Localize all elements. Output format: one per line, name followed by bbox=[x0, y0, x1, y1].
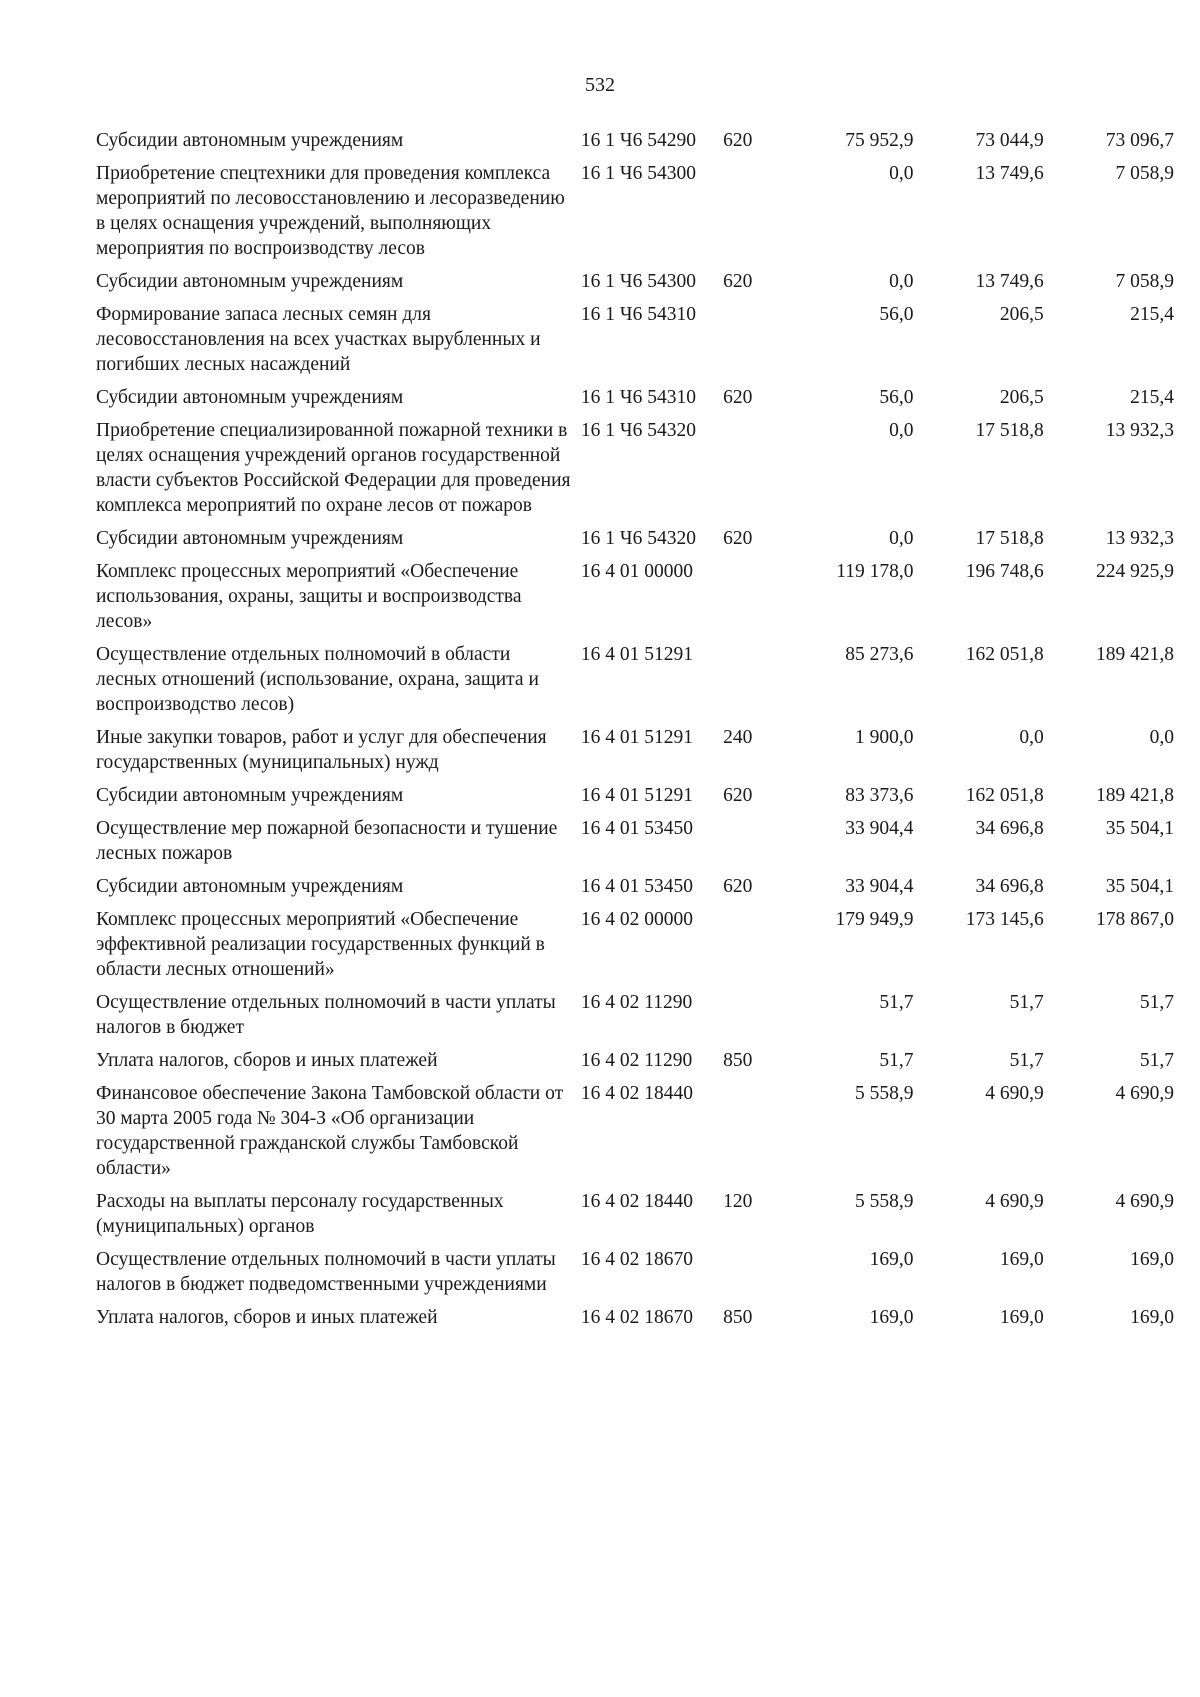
row-code: 16 1 Ч6 54290 bbox=[580, 130, 696, 151]
row-value-year-3: 178 867,0 bbox=[1096, 909, 1174, 930]
row-value-year-3: 0,0 bbox=[1149, 727, 1174, 748]
row-code: 16 4 02 18440 bbox=[580, 1083, 694, 1104]
row-value-year-1: 33 904,4 bbox=[845, 818, 914, 839]
table-row bbox=[96, 1081, 1174, 1189]
row-code: 16 4 01 00000 bbox=[580, 561, 694, 582]
row-value-year-1: 0,0 bbox=[889, 420, 914, 441]
row-value-year-1: 119 178,0 bbox=[836, 561, 914, 582]
row-value-year-1: 169,0 bbox=[869, 1307, 914, 1328]
row-expense-type: 120 bbox=[723, 1191, 753, 1212]
row-value-year-1: 5 558,9 bbox=[854, 1083, 914, 1104]
row-value-year-2: 169,0 bbox=[999, 1249, 1044, 1270]
row-value-year-1: 83 373,6 bbox=[845, 785, 914, 806]
row-value-year-3: 7 058,9 bbox=[1115, 163, 1174, 184]
row-expense-type: 240 bbox=[723, 727, 753, 748]
row-name: Комплекс процессных мероприятий «Обеспечение эффективной реализации государственных функций в области лесных отношений» bbox=[96, 909, 545, 980]
row-value-year-2: 4 690,9 bbox=[985, 1083, 1044, 1104]
table-row bbox=[96, 725, 1174, 783]
row-value-year-2: 73 044,9 bbox=[975, 130, 1044, 151]
row-value-year-1: 51,7 bbox=[879, 1050, 914, 1071]
table-row bbox=[96, 269, 1174, 302]
budget-table bbox=[96, 128, 1174, 1338]
row-expense-type bbox=[723, 990, 783, 1048]
row-value-year-3: 169,0 bbox=[1130, 1249, 1174, 1270]
row-value-year-3: 215,4 bbox=[1130, 304, 1174, 325]
row-value-year-1: 5 558,9 bbox=[854, 1191, 914, 1212]
row-value-year-3: 51,7 bbox=[1139, 1050, 1174, 1071]
table-row bbox=[96, 907, 1174, 990]
row-name: Уплата налогов, сборов и иных платежей bbox=[96, 1050, 438, 1071]
row-expense-type: 850 bbox=[723, 1050, 753, 1071]
table-row bbox=[96, 1247, 1174, 1305]
row-value-year-1: 0,0 bbox=[889, 528, 914, 549]
row-expense-type bbox=[723, 816, 783, 874]
row-value-year-2: 17 518,8 bbox=[975, 528, 1044, 549]
row-value-year-2: 17 518,8 bbox=[975, 420, 1044, 441]
row-value-year-1: 75 952,9 bbox=[845, 130, 914, 151]
row-value-year-3: 51,7 bbox=[1139, 992, 1174, 1013]
row-name: Осуществление отдельных полномочий в части уплаты налогов в бюджет подведомственными учреждениями bbox=[96, 1249, 556, 1295]
row-value-year-1: 51,7 bbox=[879, 992, 914, 1013]
row-value-year-3: 215,4 bbox=[1130, 387, 1174, 408]
table-row bbox=[96, 161, 1174, 269]
row-value-year-2: 206,5 bbox=[999, 304, 1044, 325]
row-value-year-1: 179 949,9 bbox=[835, 909, 914, 930]
row-value-year-2: 162 051,8 bbox=[965, 785, 1044, 806]
row-value-year-3: 4 690,9 bbox=[1115, 1191, 1174, 1212]
row-value-year-1: 0,0 bbox=[889, 163, 914, 184]
row-code: 16 4 01 53450 bbox=[580, 818, 694, 839]
row-value-year-1: 33 904,4 bbox=[845, 876, 914, 897]
row-expense-type: 850 bbox=[723, 1307, 753, 1328]
row-code: 16 1 Ч6 54320 bbox=[580, 420, 696, 441]
table-row bbox=[96, 559, 1174, 642]
row-expense-type bbox=[723, 302, 783, 385]
row-code: 16 4 02 11290 bbox=[580, 1050, 693, 1071]
table-row bbox=[96, 816, 1174, 874]
row-value-year-2: 173 145,6 bbox=[965, 909, 1044, 930]
row-value-year-3: 13 932,3 bbox=[1105, 528, 1174, 549]
table-row bbox=[96, 128, 1174, 161]
row-name: Осуществление отдельных полномочий в части уплаты налогов в бюджет bbox=[96, 992, 556, 1038]
row-code: 16 1 Ч6 54310 bbox=[580, 387, 696, 408]
row-value-year-3: 189 421,8 bbox=[1096, 785, 1174, 806]
row-value-year-2: 34 696,8 bbox=[975, 876, 1044, 897]
row-code: 16 1 Ч6 54310 bbox=[580, 304, 696, 325]
page-number: 532 bbox=[585, 74, 615, 96]
row-expense-type: 620 bbox=[723, 876, 753, 897]
row-expense-type: 620 bbox=[723, 130, 753, 151]
row-name: Субсидии автономным учреждениям bbox=[96, 876, 404, 897]
row-code: 16 1 Ч6 54300 bbox=[580, 163, 696, 184]
table-row bbox=[96, 1189, 1174, 1247]
table-row bbox=[96, 1305, 1174, 1338]
row-value-year-1: 85 273,6 bbox=[845, 644, 914, 665]
row-code: 16 1 Ч6 54300 bbox=[580, 271, 696, 292]
row-name: Осуществление мер пожарной безопасности и тушение лесных пожаров bbox=[96, 818, 558, 864]
row-value-year-2: 206,5 bbox=[999, 387, 1044, 408]
row-value-year-3: 224 925,9 bbox=[1096, 561, 1174, 582]
row-expense-type: 620 bbox=[723, 387, 753, 408]
row-name: Субсидии автономным учреждениям bbox=[96, 387, 404, 408]
row-name: Субсидии автономным учреждениям bbox=[96, 528, 404, 549]
table-row bbox=[96, 302, 1174, 385]
row-code: 16 4 02 18440 bbox=[580, 1191, 694, 1212]
row-name: Формирование запаса лесных семян для лесовосстановления на всех участках вырубленных и погибших лесных насаждений bbox=[96, 304, 541, 375]
table-row bbox=[96, 385, 1174, 418]
table-body bbox=[96, 128, 1174, 1338]
row-value-year-2: 196 748,6 bbox=[965, 561, 1044, 582]
row-value-year-2: 51,7 bbox=[1009, 1050, 1044, 1071]
row-code: 16 4 01 51291 bbox=[580, 727, 694, 748]
row-expense-type bbox=[723, 161, 783, 269]
row-expense-type bbox=[723, 1081, 783, 1189]
row-value-year-2: 162 051,8 bbox=[965, 644, 1044, 665]
row-name: Уплата налогов, сборов и иных платежей bbox=[96, 1307, 438, 1328]
row-name: Иные закупки товаров, работ и услуг для обеспечения государственных (муниципальных) нужд bbox=[96, 727, 547, 773]
row-expense-type: 620 bbox=[723, 528, 753, 549]
row-name: Субсидии автономным учреждениям bbox=[96, 130, 404, 151]
row-value-year-3: 7 058,9 bbox=[1115, 271, 1174, 292]
row-code: 16 4 01 53450 bbox=[580, 876, 694, 897]
row-code: 16 4 01 51291 bbox=[580, 644, 694, 665]
row-value-year-2: 169,0 bbox=[999, 1307, 1044, 1328]
row-value-year-3: 189 421,8 bbox=[1096, 644, 1174, 665]
row-value-year-1: 56,0 bbox=[879, 387, 914, 408]
row-expense-type bbox=[723, 907, 783, 990]
row-name: Субсидии автономным учреждениям bbox=[96, 785, 404, 806]
row-value-year-1: 56,0 bbox=[879, 304, 914, 325]
table-row bbox=[96, 874, 1174, 907]
row-value-year-2: 4 690,9 bbox=[985, 1191, 1044, 1212]
row-expense-type: 620 bbox=[723, 271, 753, 292]
row-code: 16 4 01 51291 bbox=[580, 785, 694, 806]
row-expense-type bbox=[723, 1247, 783, 1305]
row-value-year-1: 0,0 bbox=[889, 271, 914, 292]
table-row bbox=[96, 418, 1174, 526]
row-name: Расходы на выплаты персоналу государственных (муниципальных) органов bbox=[96, 1191, 504, 1237]
row-expense-type bbox=[723, 559, 783, 642]
row-name: Субсидии автономным учреждениям bbox=[96, 271, 404, 292]
row-code: 16 4 02 18670 bbox=[580, 1249, 694, 1270]
row-name: Комплекс процессных мероприятий «Обеспечение использования, охраны, защиты и воспроизводства лесов» bbox=[96, 561, 522, 632]
row-value-year-2: 34 696,8 bbox=[975, 818, 1044, 839]
row-value-year-2: 13 749,6 bbox=[975, 163, 1044, 184]
row-name: Приобретение спецтехники для проведения комплекса мероприятий по лесовосстановлению и лесоразведению в целях оснащения учреждений, выполняющих мероприятия по воспроизводству лесов bbox=[96, 163, 565, 259]
row-value-year-3: 35 504,1 bbox=[1105, 818, 1174, 839]
row-expense-type bbox=[723, 418, 783, 526]
row-code: 16 4 02 18670 bbox=[580, 1307, 694, 1328]
row-value-year-3: 4 690,9 bbox=[1115, 1083, 1174, 1104]
table-row bbox=[96, 1048, 1174, 1081]
row-name: Финансовое обеспечение Закона Тамбовской области от 30 марта 2005 года № 304-З «Об организации государственной гражданской службы Тамбовской области» bbox=[96, 1083, 564, 1179]
table-row bbox=[96, 642, 1174, 725]
table-row bbox=[96, 990, 1174, 1048]
row-value-year-2: 13 749,6 bbox=[975, 271, 1044, 292]
row-code: 16 4 02 00000 bbox=[580, 909, 694, 930]
row-expense-type bbox=[723, 642, 783, 725]
table-row bbox=[96, 783, 1174, 816]
row-value-year-1: 1 900,0 bbox=[854, 727, 914, 748]
row-name: Осуществление отдельных полномочий в области лесных отношений (использование, охрана, защита и воспроизводство лесов) bbox=[96, 644, 539, 715]
row-name: Приобретение специализированной пожарной техники в целях оснащения учреждений органов государственной власти субъектов Российской Федерации для проведения комплекса мероприятий по охране лесов от пожаров bbox=[96, 420, 571, 516]
row-value-year-3: 13 932,3 bbox=[1105, 420, 1174, 441]
row-value-year-2: 0,0 bbox=[1019, 727, 1044, 748]
row-value-year-3: 73 096,7 bbox=[1105, 130, 1174, 151]
row-code: 16 4 02 11290 bbox=[580, 992, 693, 1013]
row-expense-type: 620 bbox=[723, 785, 753, 806]
row-code: 16 1 Ч6 54320 bbox=[580, 528, 696, 549]
row-value-year-2: 51,7 bbox=[1009, 992, 1044, 1013]
row-value-year-1: 169,0 bbox=[869, 1249, 914, 1270]
row-value-year-3: 35 504,1 bbox=[1105, 876, 1174, 897]
row-value-year-3: 169,0 bbox=[1130, 1307, 1174, 1328]
table-row bbox=[96, 526, 1174, 559]
